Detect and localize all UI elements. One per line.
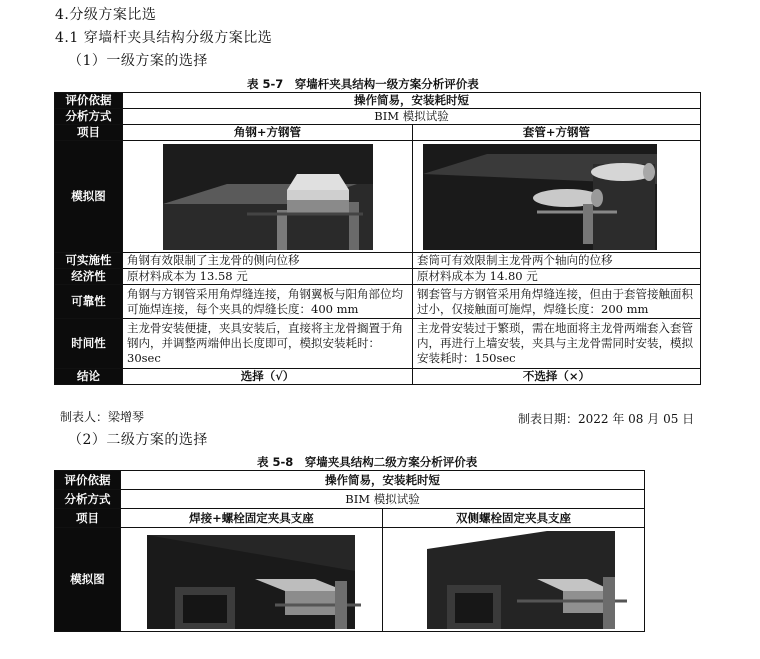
t2-option-a: 焊接+螺栓固定夹具支座: [121, 509, 383, 528]
t2-sim-b: [383, 528, 645, 632]
table1: [54, 92, 701, 385]
t1-time-a: 主龙骨安装便捷，夹具安装后，直接将主龙骨搁置于角钢内，并调整两端伸出长度即可，模拟安装耗时：30sec: [123, 319, 413, 369]
t1-conclusion-label: 结论: [55, 369, 123, 385]
render-sleeve-icon: [417, 144, 697, 250]
t1-method-value: BIM 模拟试验: [123, 109, 701, 125]
t1-economy-a: 原材料成本为 13.58 元: [123, 269, 413, 285]
t2-item-label: 项目: [55, 509, 121, 528]
t2-sim-a: [121, 528, 383, 632]
t2-option-b: 双侧螺栓固定夹具支座: [383, 509, 645, 528]
heading-section: 4.分级方案比选: [55, 7, 157, 23]
t2-sim-label: 模拟图: [55, 528, 121, 632]
heading-subsection: 4.1 穿墙杆夹具结构分级方案比选: [55, 30, 273, 46]
t1-item-label: 项目: [55, 125, 123, 141]
t1-basis-value: 操作简易，安装耗时短: [123, 93, 701, 109]
t1-option-a: 角钢+方钢管: [123, 125, 413, 141]
t2-basis-label: 评价依据: [55, 471, 121, 490]
t1-time-b: 主龙骨安装过于繁琐，需在地面将主龙骨两端套入套管内，再进行上墙安装，夹具与主龙骨需同时安装，模拟安装耗时：150sec: [413, 319, 701, 369]
heading-level1: （1）一级方案的选择: [68, 53, 208, 69]
table1-caption: 表 5-7 穿墙杆夹具结构一级方案分析评价表: [247, 77, 479, 91]
table1-date: 制表日期：2022 年 08 月 05 日: [518, 412, 695, 426]
t1-sim-label: 模拟图: [55, 141, 123, 253]
t1-sim-b: [413, 141, 701, 253]
render-angle-steel-icon: [127, 144, 409, 250]
t1-conclusion-a: 选择（√）: [123, 369, 413, 385]
t2-method-label: 分析方式: [55, 490, 121, 509]
render-weld-bolt-icon: [125, 531, 379, 629]
t1-reliability-b: 钢套管与方钢管采用角焊缝连接，但由于套管接触面积过小，仅接触面可施焊，焊缝长度：200 mm: [413, 285, 701, 319]
t1-method-label: 分析方式: [55, 109, 123, 125]
t1-economy-label: 经济性: [55, 269, 123, 285]
t2-basis-value: 操作简易，安装耗时短: [121, 471, 645, 490]
t1-feasibility-label: 可实施性: [55, 253, 123, 269]
heading-level2: （2）二级方案的选择: [68, 432, 208, 448]
t1-reliability-label: 可靠性: [55, 285, 123, 319]
t1-feasibility-b: 套筒可有效限制主龙骨两个轴向的位移: [413, 253, 701, 269]
t2-method-value: BIM 模拟试验: [121, 490, 645, 509]
t1-sim-a: [123, 141, 413, 253]
table1-maker: 制表人：梁增琴: [60, 410, 145, 424]
table2-caption: 表 5-8 穿墙夹具结构二级方案分析评价表: [257, 455, 478, 469]
t1-time-label: 时间性: [55, 319, 123, 369]
render-double-bolt-icon: [387, 531, 641, 629]
t1-basis-label: 评价依据: [55, 93, 123, 109]
table2: [54, 470, 645, 632]
t1-feasibility-a: 角钢有效限制了主龙骨的侧向位移: [123, 253, 413, 269]
t1-conclusion-b: 不选择（×）: [413, 369, 701, 385]
t1-option-b: 套管+方钢管: [413, 125, 701, 141]
t1-reliability-a: 角钢与方钢管采用角焊缝连接，角钢翼板与阳角部位均可施焊连接，每个夹具的焊缝长度：400 mm: [123, 285, 413, 319]
t1-economy-b: 原材料成本为 14.80 元: [413, 269, 701, 285]
